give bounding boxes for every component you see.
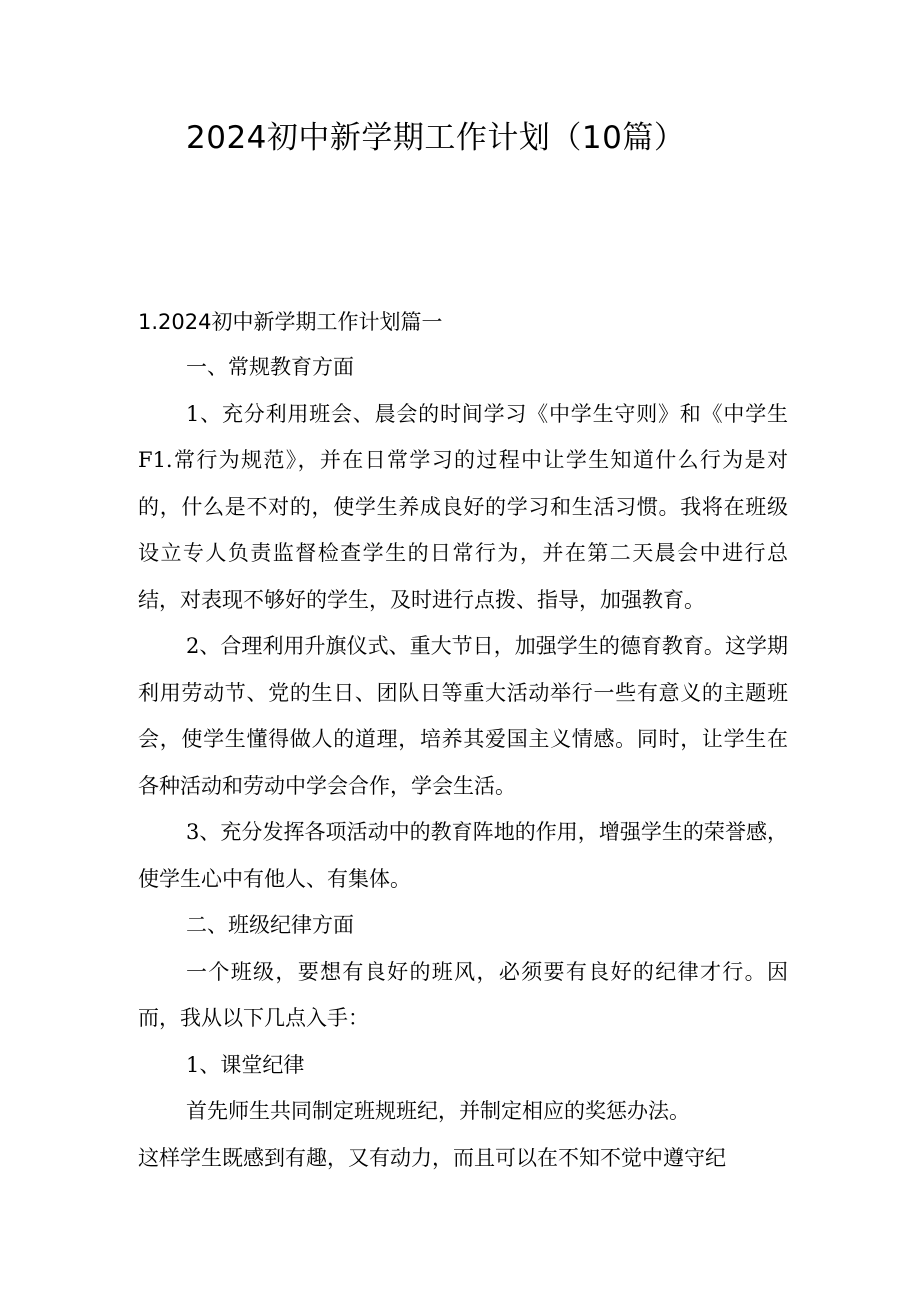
paragraph-item-3: 3、充分发挥各项活动中的教育阵地的作用，增强学生的荣誉感，使学生心中有他人、有集体。 [138,820,788,891]
section-heading: 1.2024初中新学期工作计划篇一 [138,310,443,334]
paragraph-item-2: 2、合理利用升旗仪式、重大节日，加强学生的德育教育。这学期利用劳动节、党的生日、团队日等重大活动举行一些有意义的主题班会，使学生懂得做人的道理，培养其爱国主义情感。同时，让学生在各种活动和劳动中学会合作，学会生活。 [138,634,788,798]
paragraph-discipline-intro: 一个班级，要想有良好的班风，必须要有良好的纪律才行。因而，我从以下几点入手： [138,959,788,1030]
document-body [138,344,788,1181]
paragraph-rules: 首先师生共同制定班规班纪，并制定相应的奖惩办法。 [186,1099,690,1123]
heading-class-discipline: 二、班级纪律方面 [186,913,354,937]
paragraph-continuation: 这样学生既感到有趣，又有动力，而且可以在不知不觉中遵守纪 [138,1145,726,1170]
subheading-classroom-discipline: 1、课堂纪律 [186,1052,305,1077]
paragraph-item-1: 1、充分利用班会、晨会的时间学习《中学生守则》和《中学生F1.常行为规范》，并在日常学习的过程中让学生知道什么行为是对的，什么是不对的，使学生养成良好的学习和生活习惯。我将在班级设立专人负责监督检查学生的日常行为，并在第二天晨会中进行总结，对表现不够好的学生，及时进行点拨、指导，加强教育。 [138,401,788,612]
document-title: 2024初中新学期工作计划（10篇） [186,120,686,156]
heading-routine-education: 一、常规教育方面 [186,355,354,379]
